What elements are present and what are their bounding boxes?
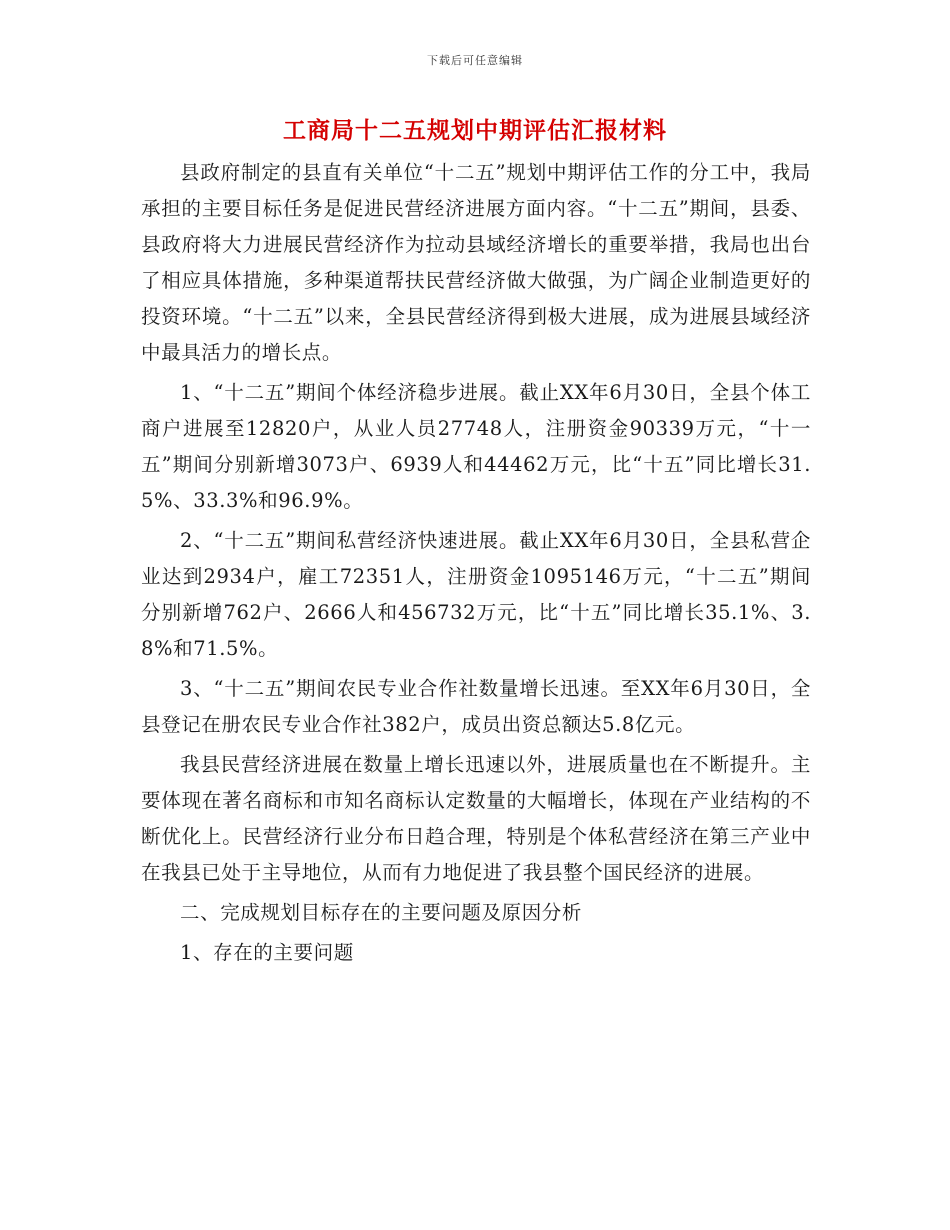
subsection-heading-main-problems: 1、存在的主要问题	[180, 941, 354, 964]
paragraph-private-economy: 2、“十二五”期间私营经济快速进展。截止XX年6月30日，全县私营企业达到2934户，雇工72351人，注册资金1095146万元，“十二五”期间分别新增762户、2666人和456732万元，比“十五”同比增长35.1%、3.8%和71.5%。	[141, 529, 811, 660]
document-title: 工商局十二五规划中期评估汇报材料	[283, 117, 667, 144]
paragraph-quality: 我县民营经济进展在数量上增长迅速以外，进展质量也在不断提升。主要体现在著名商标和市知名商标认定数量的大幅增长，体现在产业结构的不断优化上。民营经济行业分布日趋合理，特别是个体私营经济在第三产业中在我县已处于主导地位，从而有力地促进了我县整个国民经济的进展。	[141, 753, 811, 884]
paragraph-intro: 县政府制定的县直有关单位“十二五”规划中期评估工作的分工中，我局承担的主要目标任务是促进民营经济进展方面内容。“十二五”期间，县委、县政府将大力进展民营经济作为拉动县域经济增长的重要举措，我局也出台了相应具体措施，多种渠道帮扶民营经济做大做强，为广阔企业制造更好的投资环境。“十二五”以来，全县民营经济得到极大进展，成为进展县域经济中最具活力的增长点。	[141, 161, 811, 364]
header-note: 下载后可任意编辑	[427, 54, 523, 67]
paragraph-cooperatives: 3、“十二五”期间农民专业合作社数量增长迅速。至XX年6月30日，全县登记在册农民专业合作社382户，成员出资总额达5.8亿元。	[141, 677, 811, 736]
section-heading-problems: 二、完成规划目标存在的主要问题及原因分析	[180, 901, 583, 924]
document-body	[141, 155, 811, 975]
paragraph-individual-economy: 1、“十二五”期间个体经济稳步进展。截止XX年6月30日，全县个体工商户进展至12820户，从业人员27748人，注册资金90339万元，“十一五”期间分别新增3073户、6939人和44462万元，比“十五”同比增长31.5%、33.3%和96.9%。	[141, 381, 811, 512]
